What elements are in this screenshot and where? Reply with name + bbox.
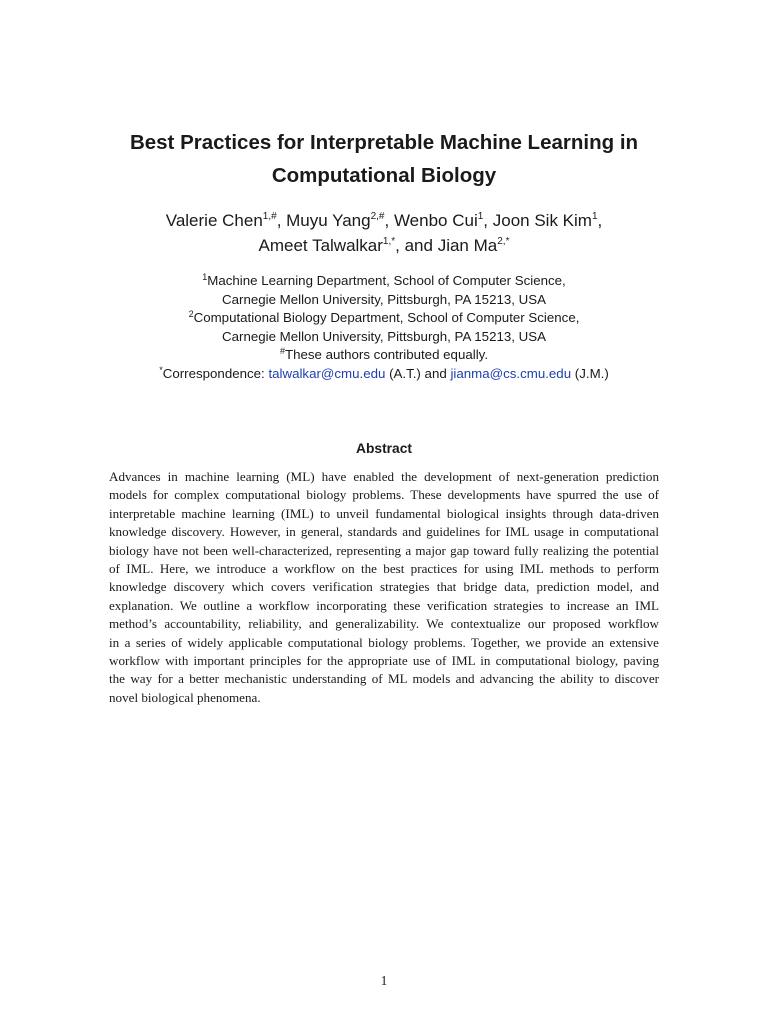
title-line-2: Computational Biology <box>271 164 497 187</box>
author-name: Joon Sik Kim <box>492 211 592 230</box>
author-name: Jian Ma <box>437 236 498 255</box>
author-list <box>0 208 768 258</box>
abstract-line: interpretable machine learning (IML) to unveil fundamental biological insights through data-driven <box>109 505 659 521</box>
author-name: Muyu Yang <box>286 211 371 230</box>
affiliation-1-line-2: Carnegie Mellon University, Pittsburgh, PA 15213, USA <box>222 291 546 307</box>
abstract-line: in a series of widely applicable computational biology problems. Together, we provide an extensive <box>109 634 659 650</box>
correspondence-end: (J.M.) <box>571 365 609 381</box>
affiliation-mark: 1 <box>202 272 208 282</box>
equal-contribution-note <box>0 346 768 365</box>
correspondence-mark: * <box>159 364 163 375</box>
abstract-line: models for complex computational biology problems. These developments have spurred the use of <box>109 487 659 503</box>
abstract-line: Advances in machine learning (ML) have enabled the development of next-generation prediction <box>109 469 659 484</box>
author-line-1 <box>0 208 768 233</box>
affiliation-text: Computational Biology Department, School of Computer Science, <box>193 310 580 326</box>
affiliation-mark: 2 <box>188 309 194 320</box>
author-affiliation-mark: 1,# <box>262 211 277 222</box>
author-affiliation-mark: 2,* <box>497 236 510 247</box>
author-separator: , <box>597 211 603 230</box>
abstract-heading: Abstract <box>356 441 412 456</box>
abstract-body <box>109 468 659 707</box>
abstract-line: knowledge discovery which covers verification strategies that bridge data, prediction model, and <box>109 579 659 595</box>
author-name: Valerie Chen <box>165 211 263 230</box>
author-affiliation-mark: 1 <box>477 211 484 222</box>
affiliation-2-line-1 <box>0 309 768 328</box>
author-name: Ameet Talwalkar <box>258 236 383 255</box>
author-affiliation-mark: 1,* <box>382 236 396 247</box>
abstract-line: novel biological phenomena. <box>109 689 261 705</box>
abstract-line: knowledge discovery. However, in general, standards and guidelines for IML usage in computational <box>109 524 659 540</box>
affiliation-block <box>0 272 768 384</box>
email-link-jianma[interactable]: jianma@cs.cmu.edu <box>450 365 572 381</box>
abstract-line: of IML. Here, we introduce a workflow on the best practices for using IML methods to perform <box>109 560 659 576</box>
abstract-line: explanation. We outline a workflow incorporating these verification strategies to increase an IML <box>109 597 659 613</box>
equal-contribution-text: These authors contributed equally. <box>284 347 489 363</box>
correspondence-label: Correspondence: <box>162 365 269 381</box>
author-affiliation-mark: 2,# <box>370 211 385 222</box>
abstract-line: method’s accountability, reliability, and generalizability. We contextualize our proposed workflow <box>109 616 659 632</box>
author-separator: , and <box>395 236 438 255</box>
affiliation-2-line-2: Carnegie Mellon University, Pittsburgh, PA 15213, USA <box>222 328 546 344</box>
author-name: Wenbo Cui <box>393 211 478 230</box>
abstract-line: biology have not been well-characterized, representing a major gap toward fully realizing the potential <box>109 542 659 558</box>
page-number: 1 <box>380 973 388 988</box>
author-separator: , <box>276 211 287 230</box>
affiliation-1-line-1 <box>0 272 768 291</box>
title-line-1: Best Practices for Interpretable Machine Learning in <box>129 131 639 154</box>
equal-contribution-mark: # <box>279 346 285 357</box>
paper-title <box>0 126 768 192</box>
author-separator: , <box>483 211 493 230</box>
author-affiliation-mark: 1 <box>591 211 598 222</box>
author-line-2 <box>0 233 768 258</box>
email-link-talwalkar[interactable]: talwalkar@cmu.edu <box>268 365 386 381</box>
correspondence-middle: (A.T.) and <box>385 365 451 381</box>
affiliation-text: Machine Learning Department, School of Computer Science, <box>207 273 566 288</box>
author-separator: , <box>384 211 394 230</box>
correspondence-note <box>0 365 768 384</box>
abstract-line: workflow with important principles for the appropriate use of IML in computational biology, paving <box>109 652 659 668</box>
abstract-line: the way for a better mechanistic understanding of ML models and advancing the ability to discover <box>109 671 659 687</box>
